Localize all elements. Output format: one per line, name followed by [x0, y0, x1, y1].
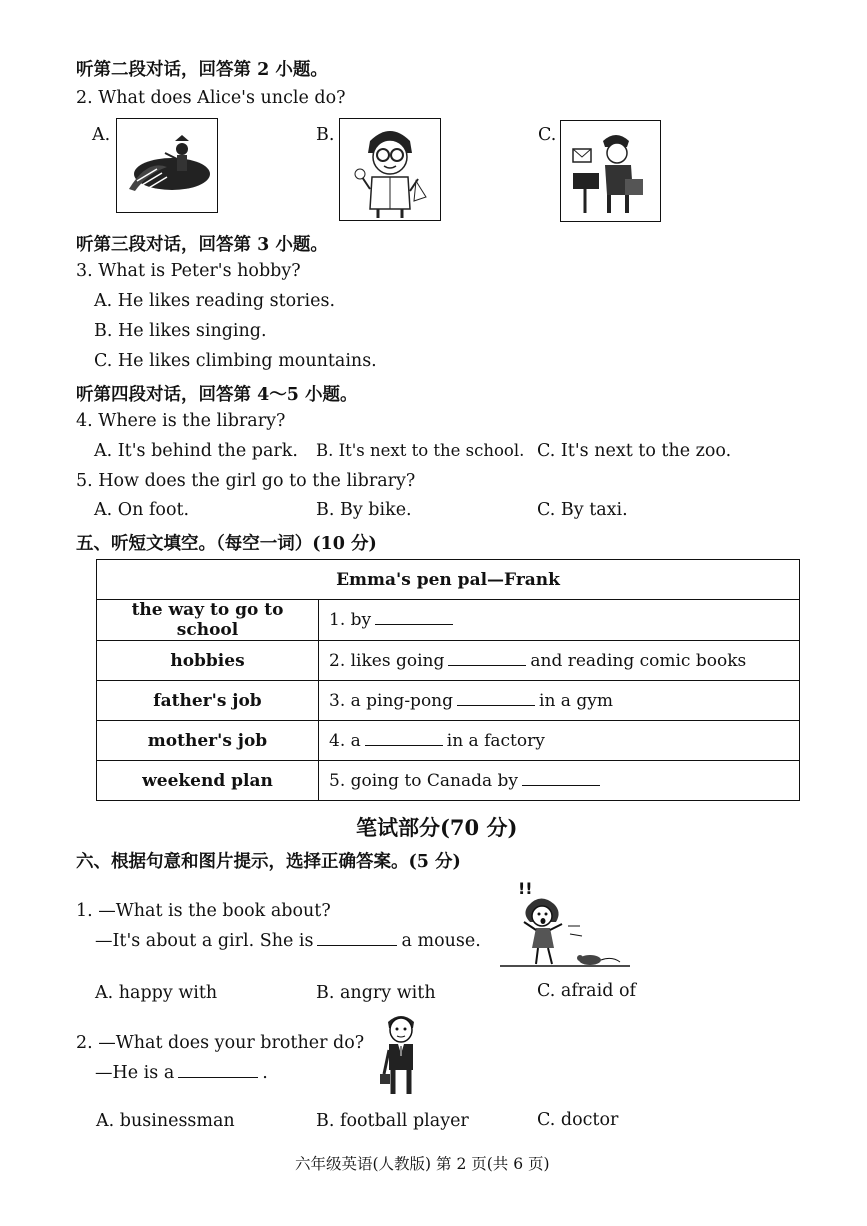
q4-option-b: B. It's next to the school.	[316, 441, 525, 460]
row-value: 1. by	[319, 600, 800, 641]
table-title: Emma's pen pal—Frank	[97, 560, 800, 600]
answer-blank[interactable]	[178, 1063, 258, 1078]
s6-q2-line2: —He is a .	[95, 1063, 268, 1083]
table-row	[97, 641, 800, 681]
section6-heading: 六、根据句意和图片提示，选择正确答案。(5 分)	[76, 852, 461, 872]
s6-q2-line1: 2. —What does your brother do?	[76, 1033, 365, 1053]
q2-option-a: A.	[92, 125, 111, 145]
postman-icon	[560, 120, 661, 222]
written-part-title: 笔试部分(70 分)	[356, 815, 518, 840]
row-value: 5. going to Canada by	[319, 761, 800, 801]
svg-text:!!: !!	[518, 879, 533, 898]
fill-in-table	[96, 559, 800, 801]
row-value: 3. a ping-pong in a gym	[319, 681, 800, 721]
s6-q1-line2: —It's about a girl. She is a mouse.	[95, 931, 481, 951]
q2-question: 2. What does Alice's uncle do?	[76, 88, 346, 108]
table-row	[97, 600, 800, 641]
table-row	[97, 681, 800, 721]
q2-option-b: B.	[316, 125, 335, 145]
businessman-icon	[378, 1010, 424, 1100]
row-key: the way to go to school	[97, 600, 319, 641]
row-key: weekend plan	[97, 761, 319, 801]
s6-q1-line1: 1. —What is the book about?	[76, 901, 331, 921]
s6-q1-option-b: B. angry with	[316, 983, 436, 1003]
section5-heading: 五、听短文填空。（每空一词）(10 分)	[76, 534, 377, 554]
farmer-harvesting-icon	[116, 118, 218, 213]
part4-intro: 听第四段对话，回答第 4～5 小题。	[76, 385, 358, 405]
scientist-icon	[339, 118, 441, 221]
row-key: mother's job	[97, 721, 319, 761]
q4-question: 4. Where is the library?	[76, 411, 286, 431]
answer-blank[interactable]	[317, 931, 397, 946]
q5-option-b: B. By bike.	[316, 500, 412, 520]
s6-q2-option-a: A. businessman	[96, 1111, 235, 1131]
q3-option-a: A. He likes reading stories.	[94, 291, 336, 311]
row-value: 2. likes going and reading comic books	[319, 641, 800, 681]
q4-option-a: A. It's behind the park.	[94, 441, 298, 461]
row-key: father's job	[97, 681, 319, 721]
q5-option-c: C. By taxi.	[537, 500, 628, 520]
q3-question: 3. What is Peter's hobby?	[76, 261, 301, 281]
s6-q1-option-c: C. afraid of	[537, 981, 636, 1001]
answer-blank[interactable]	[365, 731, 443, 746]
s6-q1-option-a: A. happy with	[95, 983, 218, 1003]
part3-intro: 听第三段对话，回答第 3 小题。	[76, 235, 328, 255]
s6-q2-option-b: B. football player	[316, 1111, 469, 1131]
q4-option-c: C. It's next to the zoo.	[537, 441, 732, 461]
q3-option-b: B. He likes singing.	[94, 321, 267, 341]
table-row	[97, 761, 800, 801]
q2-option-c: C.	[538, 125, 557, 145]
answer-blank[interactable]	[522, 771, 600, 786]
q5-question: 5. How does the girl go to the library?	[76, 471, 416, 491]
row-value: 4. a in a factory	[319, 721, 800, 761]
answer-blank[interactable]	[457, 691, 535, 706]
q5-option-a: A. On foot.	[94, 500, 190, 520]
row-key: hobbies	[97, 641, 319, 681]
answer-blank[interactable]	[375, 610, 453, 625]
s6-q2-option-c: C. doctor	[537, 1110, 619, 1130]
scared-girl-mouse-icon	[498, 878, 632, 970]
page-footer: 六年级英语(人教版) 第 2 页(共 6 页)	[295, 1155, 550, 1173]
part2-intro: 听第二段对话，回答第 2 小题。	[76, 60, 328, 80]
q3-option-c: C. He likes climbing mountains.	[94, 351, 377, 371]
table-row	[97, 721, 800, 761]
answer-blank[interactable]	[448, 651, 526, 666]
